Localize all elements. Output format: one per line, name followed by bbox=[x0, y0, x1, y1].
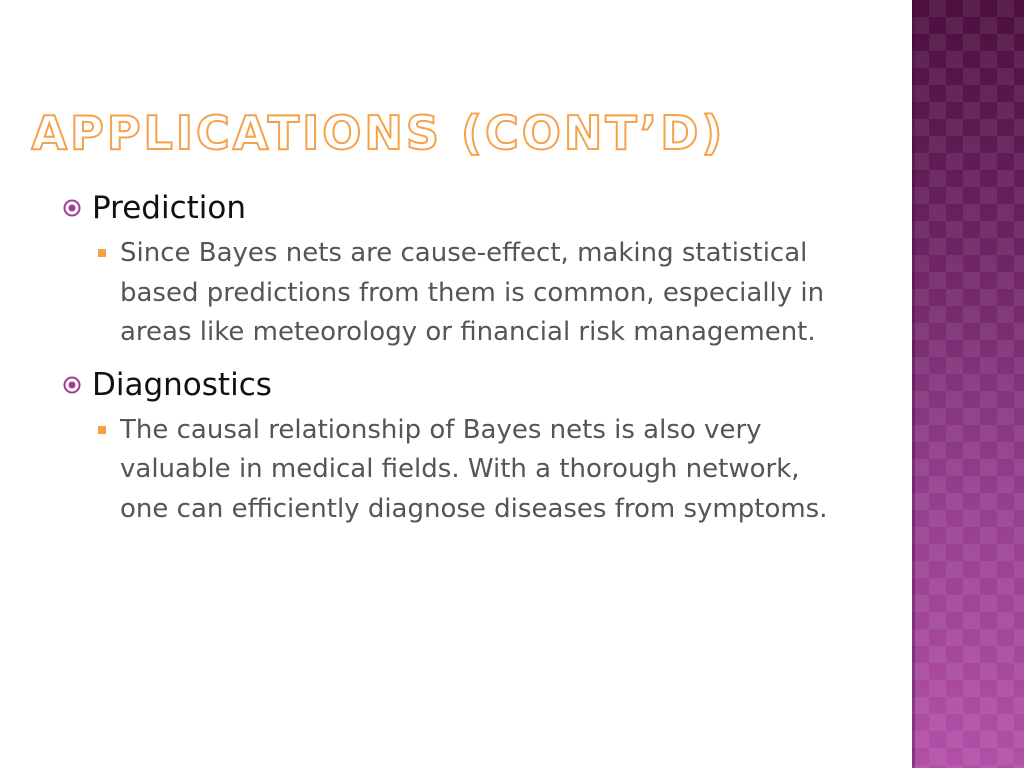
slide-title: APPLICATIONS (CONT’D) bbox=[31, 106, 726, 160]
bullet-item bbox=[62, 186, 862, 230]
bullet-section-diagnostics bbox=[62, 363, 862, 530]
target-bullet-icon bbox=[62, 363, 92, 407]
bullet-item bbox=[62, 363, 862, 407]
sub-bullet-text: Since Bayes nets are cause-effect, making statistical based predictions from them is common, especially in areas like meteorology or financial risk management. bbox=[120, 238, 825, 347]
bullet-section-prediction bbox=[62, 186, 862, 353]
bullet-heading: Diagnostics bbox=[92, 366, 272, 403]
decorative-side-band bbox=[912, 0, 1024, 768]
sub-bullet-item bbox=[96, 411, 862, 530]
sub-bullet-text: The causal relationship of Bayes nets is also very valuable in medical fields. With a thorough network, one can efficiently diagnose diseases from symptoms. bbox=[120, 414, 828, 524]
target-bullet-icon bbox=[62, 186, 92, 230]
square-bullet-icon bbox=[96, 411, 120, 450]
side-band-edge bbox=[912, 0, 915, 768]
sub-bullet-item bbox=[96, 234, 862, 353]
square-bullet-icon bbox=[96, 234, 120, 273]
bullet-heading: Prediction bbox=[92, 190, 247, 226]
slide-content bbox=[62, 186, 862, 539]
